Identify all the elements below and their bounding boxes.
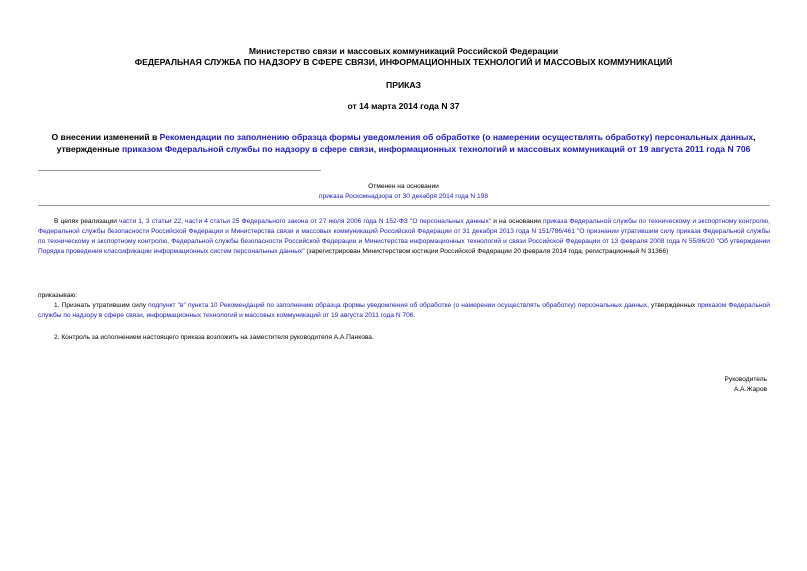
doc-type: ПРИКАЗ xyxy=(386,80,421,90)
signature-role: Руководитель xyxy=(724,376,767,383)
divider-short xyxy=(38,170,321,171)
preamble-link-law-152fz[interactable]: части 1, 3 статьи 22, части 4 статьи 25 Федерального закона от 27 июля 2006 года N 152-ФЗ "О персональных данных" xyxy=(119,218,492,225)
order-word: приказываю: xyxy=(38,292,78,299)
item1-text-1: 1. Признать утратившим силу xyxy=(54,302,149,309)
item1-text-3: . xyxy=(413,312,416,319)
status-text: Отменен на основании xyxy=(368,183,439,190)
doc-date-number: от 14 марта 2014 года N 37 xyxy=(347,101,460,111)
divider-long xyxy=(38,205,770,206)
header-service: ФЕДЕРАЛЬНАЯ СЛУЖБА ПО НАДЗОРУ В СФЕРЕ СВЯЗИ, ИНФОРМАЦИОННЫХ ТЕХНОЛОГИЙ И МАССОВЫХ КОММУНИКАЦИЙ xyxy=(134,57,673,67)
title-link-recommendations[interactable]: Рекомендации по заполнению образца формы уведомления об обработке (о намерении осуществлять обработку) персональных данных xyxy=(159,132,754,142)
item-2-paragraph: 2. Контроль за исполнением настоящего приказа возложить на заместителя руководителя А.А.Панкова. xyxy=(54,334,374,341)
preamble-link-order-151[interactable]: приказа Федеральной службы по техническому и экспортному контролю, Федеральной службы безопасности Российской Федерации и Министерства связи и массовых коммуникаций Российской Федерации от 31 декабря 2013 года N 151/786/461 "О признании утратившим силу приказа Федеральной службы по техническому и экспортному контролю, Федеральной службы безопасности Российской Федерации и Министерства информационных технологий и связи Российской Федерации от 13 февраля 2008 года N 55/86/20 "Об утверждении Порядка проведения классификации информационных систем персональных данных" xyxy=(38,218,771,255)
doc-title xyxy=(30,131,777,155)
item-1-paragraph xyxy=(38,301,770,321)
item1-link-subitem[interactable]: подпункт "в" пункта 10 Рекомендаций по заполнению образца формы уведомления об обработке (о намерении осуществлять обработку) персональных данных xyxy=(148,302,648,309)
item1-text-2: , утвержденных xyxy=(647,302,698,309)
preamble-text-2: и на основании xyxy=(491,218,544,225)
preamble-text-3: (зарегистрирован Министерством юстиции Российской Федерации 20 февраля 2014 года, регистрационный N 31366) xyxy=(304,248,669,255)
item1-link-order-706[interactable]: приказом Федеральной службы по надзору в сфере связи, информационных технологий и массовых коммуникаций от 19 августа 2011 года N 706 xyxy=(38,302,770,319)
title-middle: , утвержденные xyxy=(56,132,756,154)
preamble-text-1: В целях реализации xyxy=(54,218,120,225)
title-prefix: О внесении изменений в xyxy=(51,132,160,142)
status-link[interactable]: приказа Роскомнадзора от 30 декабря 2014 года N 198 xyxy=(319,193,488,200)
signature-name: А.А.Жаров xyxy=(733,386,767,393)
preamble-paragraph xyxy=(38,217,770,257)
title-link-order-706[interactable]: приказом Федеральной службы по надзору в сфере связи, информационных технологий и массовых коммуникаций от 19 августа 2011 года N 706 xyxy=(121,144,751,154)
header-ministry: Министерство связи и массовых коммуникаций Российской Федерации xyxy=(248,46,559,56)
